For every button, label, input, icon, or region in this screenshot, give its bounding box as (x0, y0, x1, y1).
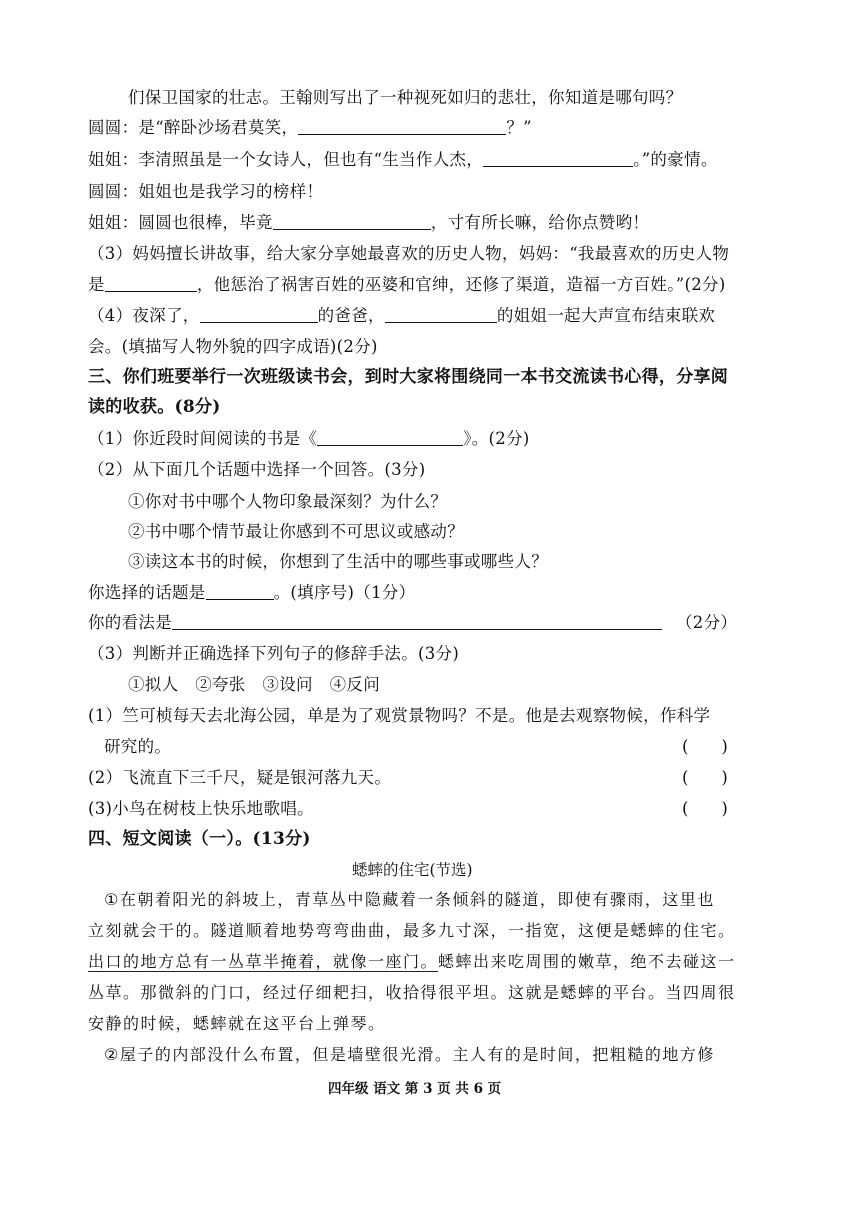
passage-line-3 (88, 951, 736, 973)
text: ( ) (682, 768, 728, 787)
passage-line-4 (88, 982, 736, 1004)
answer-bracket-1[interactable] (682, 736, 728, 758)
text: ②屋子的内部没什么布置，但是墙壁很光滑。主人有的是时间，把粗糙的地方修 (104, 1045, 715, 1064)
text: 是 (88, 275, 105, 294)
poem-intro-line (128, 87, 682, 109)
text: ①拟人 ②夸张 ③设问 ④反问 (128, 675, 380, 694)
topic-1 (128, 491, 447, 513)
text: 》。(2分) (463, 429, 530, 448)
section-4-heading (88, 828, 311, 850)
text: ( ) (682, 737, 728, 756)
answer-bracket-2[interactable] (682, 767, 728, 789)
text: ？” (506, 118, 532, 137)
sentence-3 (88, 798, 314, 820)
sentence-1-cont (104, 736, 171, 758)
fill-blank[interactable] (298, 118, 506, 135)
text: ，他惩治了祸害百姓的巫婆和官绅，还修了渠道，造福一方百姓。”(2分) (196, 275, 726, 294)
text: （4）夜深了， (88, 306, 200, 325)
answer-bracket-3[interactable] (682, 798, 728, 820)
text: ①在朝着阳光的斜坡上，青草丛中隐藏着一条倾斜的隧道，即使有骤雨，这里也 (104, 890, 715, 909)
fill-blank[interactable] (483, 150, 633, 167)
dialog-yuanyuan-2 (88, 181, 323, 203)
fill-blank[interactable] (273, 213, 431, 230)
text: ①你对书中哪个人物印象最深刻？为什么？ (128, 492, 448, 511)
text: （2分） (676, 613, 738, 632)
passage-title (352, 859, 473, 881)
text: (2）飞流直下三千尺，疑是银河落九天。 (88, 768, 392, 787)
question-3-line (88, 243, 729, 265)
text: (3)小鸟在树枝上快乐地歌唱。 (88, 799, 314, 818)
topic-choice-blank[interactable] (206, 583, 274, 600)
text: ( ) (682, 799, 728, 818)
text: 研究的。 (104, 737, 172, 756)
fill-blank[interactable] (385, 306, 497, 323)
opinion-line (88, 612, 737, 634)
passage-line-5 (88, 1013, 386, 1035)
underlined-sentence: 出口的地方总有一丛草半掩着，就像一座门。 (88, 952, 439, 971)
text: 的爸爸， (317, 306, 385, 325)
text: 会。(填描写人物外貌的四字成语)(2分) (88, 337, 378, 356)
text: 的姐姐一起大声宣布结束联欢 (496, 306, 716, 325)
text: 四、短文阅读（一）。(13分) (88, 829, 311, 849)
passage-line-2 (88, 920, 736, 942)
text: （2）从下面几个话题中选择一个回答。(3分) (88, 460, 426, 479)
text: 蟋蟀的住宅(节选) (352, 861, 473, 879)
text: 。(填序号)（1分） (273, 583, 416, 602)
passage-line-1 (104, 889, 715, 911)
text: 们保卫国家的壮志。王翰则写出了一种视死如归的悲壮，你知道是哪句吗？ (128, 88, 683, 107)
text: ③读这本书的时候，你想到了生活中的哪些事或哪些人？ (128, 552, 548, 571)
text: （3）判断并正确选择下列句子的修辞手法。(3分) (88, 644, 460, 663)
text: 读的收获。(8分) (88, 397, 221, 417)
text: 安静的时候，蟋蟀就在这平台上弹琴。 (88, 1014, 386, 1033)
text: 丛草。那微斜的门口，经过仔细耙扫，收拾得很平坦。这就是蟋蟀的平台。当四周很 (88, 983, 736, 1002)
opinion-blank[interactable] (172, 613, 662, 630)
topic-choice-line (88, 582, 415, 604)
question-4-line (88, 305, 715, 327)
text: 你的看法是 (88, 613, 172, 632)
dialog-yuanyuan-1 (88, 117, 532, 139)
text: （3）妈妈擅长讲故事，给大家分享她最喜欢的历史人物，妈妈：“我最喜欢的历史人物 (88, 244, 730, 263)
s3-question-1 (88, 428, 530, 450)
page-footer (328, 1080, 501, 1098)
text: 四年级 语文 第 3 页 共 6 页 (328, 1081, 502, 1097)
text: 蟋蟀出来吃周围的嫩草，绝不去碰这一 (438, 952, 736, 971)
text: 立刻就会干的。隧道顺着地势弯弯曲曲，最多九寸深，一指宽，这便是蟋蟀的住宅。 (88, 921, 736, 940)
text: ②书中哪个情节最让你感到不可思议或感动？ (128, 522, 464, 541)
rhetoric-options (128, 674, 380, 696)
text: ，寸有所长嘛，给你点赞哟！ (430, 213, 650, 232)
text: 。”的豪情。 (633, 150, 718, 169)
dialog-jiejie-1 (88, 149, 718, 171)
sentence-2 (88, 767, 391, 789)
question-4-line-2 (88, 336, 378, 358)
text: 你选择的话题是 (88, 583, 206, 602)
s3-question-3 (88, 643, 459, 665)
text: 圆圆：是“醉卧沙场君莫笑， (88, 118, 299, 137)
passage-line-6 (104, 1044, 715, 1066)
sentence-1 (88, 705, 710, 727)
topic-3 (128, 551, 548, 573)
text: 三、你们班要举行一次班级读书会，到时大家将围绕同一本书交流读书心得，分享阅 (88, 367, 729, 387)
s3-question-2 (88, 459, 425, 481)
section-3-heading-2 (88, 396, 221, 418)
text: 姐姐：圆圆也很棒，毕竟 (88, 213, 273, 232)
text: （1）你近段时间阅读的书是《 (88, 429, 318, 448)
text: 圆圆：姐姐也是我学习的榜样！ (88, 182, 324, 201)
section-3-heading (88, 366, 728, 388)
text: 姐姐：李清照虽是一个女诗人，但也有“生当作人杰， (88, 150, 484, 169)
dialog-jiejie-2 (88, 212, 649, 234)
fill-blank[interactable] (105, 275, 197, 292)
topic-2 (128, 521, 464, 543)
question-3-line-2 (88, 274, 726, 296)
text: (1）竺可桢每天去北海公园，单是为了观赏景物吗？不是。他是去观察物候，作科学 (88, 706, 711, 725)
fill-blank[interactable] (200, 306, 318, 323)
book-title-blank[interactable] (317, 429, 463, 446)
